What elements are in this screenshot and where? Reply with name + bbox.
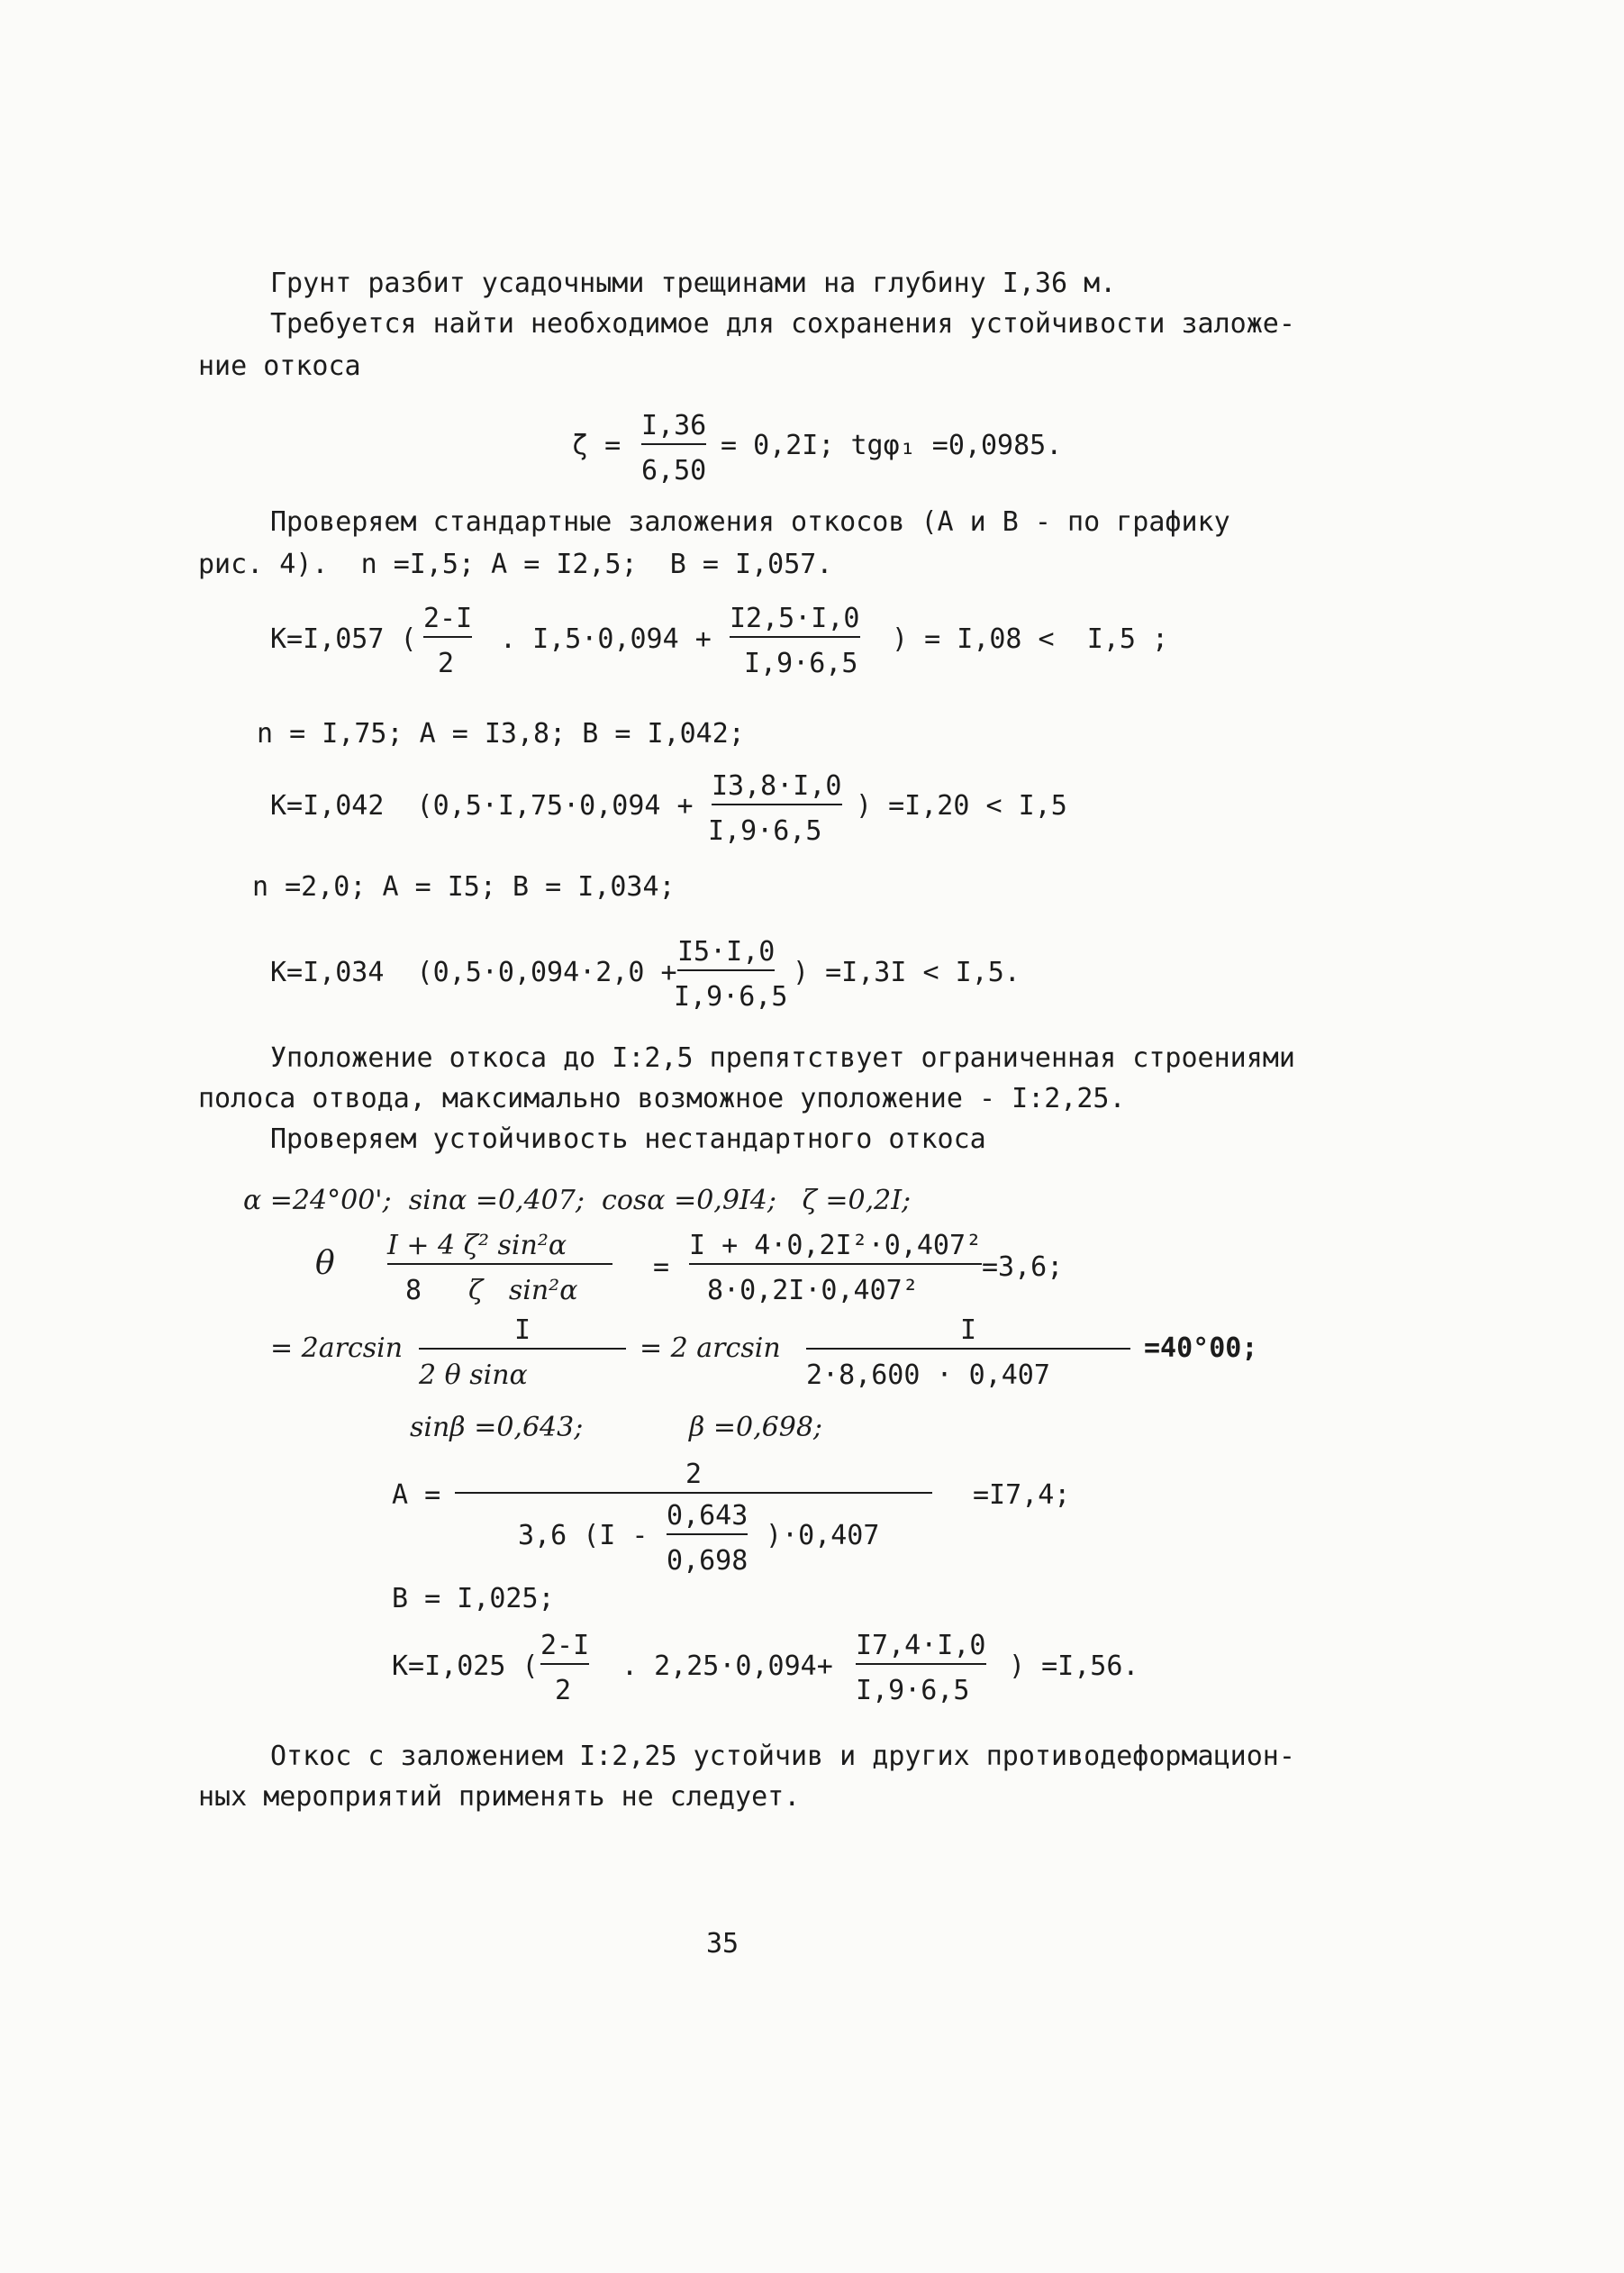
text-line: ние откоса	[198, 350, 361, 382]
theta-symbol: θ	[315, 1245, 335, 1282]
formula-text: ) =I,56.	[1009, 1650, 1139, 1682]
fraction-denominator: 2·8,600 · 0,407	[806, 1359, 1050, 1391]
fraction-denominator: 2	[555, 1675, 572, 1706]
fraction-denominator: )·0,407	[766, 1520, 880, 1551]
fraction-denominator: ζ sin²α	[468, 1275, 578, 1306]
text-line: n =2,0; А = I5; В = I,034;	[252, 871, 676, 903]
fraction-denominator: 8	[405, 1275, 422, 1306]
formula-k2: K=I,042 (0,5·I,75·0,094 +	[270, 790, 694, 822]
fraction-denominator: 8·0,2I·0,407²	[707, 1275, 919, 1306]
formula-text: =	[653, 1251, 670, 1283]
fraction-denominator: I,9·6,5	[674, 981, 788, 1013]
fraction-numerator: I2,5·I,0	[730, 605, 860, 638]
text-line: Проверяем устойчивость нестандартного откоса	[270, 1123, 986, 1155]
fraction-numerator: 0,643	[667, 1503, 748, 1535]
formula-text: sinβ =0,643;	[410, 1412, 584, 1443]
formula-text: ) =I,20 < I,5	[856, 790, 1067, 822]
formula-text: =I7,4;	[973, 1479, 1071, 1511]
fraction-numerator: I7,4·I,0	[856, 1632, 986, 1665]
formula-text: . 2,25·0,094+	[621, 1650, 833, 1682]
formula-text: ) = I,08 < I,5 ;	[892, 623, 1169, 655]
fraction-denominator: 2 θ sinα	[419, 1359, 528, 1391]
fraction-numerator: 2-I	[423, 605, 472, 638]
fraction-numerator: I	[806, 1317, 1130, 1350]
formula-text: =3,6;	[982, 1251, 1064, 1283]
fraction-denominator: 6,50	[641, 455, 707, 486]
formula-text: ) =I,3I < I,5.	[793, 957, 1021, 988]
formula-k3: K=I,034 (0,5·0,094·2,0 +	[270, 957, 677, 988]
text-line: В = I,025;	[392, 1583, 555, 1614]
fraction-numerator: 2	[455, 1461, 932, 1494]
fraction-denominator: I,9·6,5	[856, 1675, 970, 1706]
formula-text: = 2arcsin	[270, 1332, 404, 1364]
formula-text: A =	[392, 1479, 441, 1511]
fraction-numerator: I	[419, 1317, 626, 1350]
text-line: n = I,75; А = I3,8; В = I,042;	[257, 718, 745, 750]
text-line: полоса отвода, максимально возможное уположение - I:2,25.	[198, 1083, 1126, 1114]
text-line: Уположение откоса до I:2,5 препятствует ограниченная строениями	[270, 1042, 1295, 1074]
fraction-numerator: 2-I	[540, 1632, 589, 1665]
formula-text: β =0,698;	[689, 1412, 823, 1443]
formula-text: =40°00;	[1144, 1332, 1258, 1364]
formula-rhs: = 0,2I; tgφ₁ =0,0985.	[721, 430, 1063, 461]
text-line: Проверяем стандартные заложения откосов (А и В - по графику	[270, 506, 1230, 538]
fraction-numerator: I + 4 ζ² sin²α	[387, 1232, 612, 1265]
fraction-denominator: I,9·6,5	[744, 648, 858, 679]
fraction-numerator: I + 4·0,2I²·0,407²	[689, 1232, 982, 1265]
fraction-denominator: 0,698	[667, 1545, 748, 1577]
formula-text: = 2 arcsin	[640, 1332, 781, 1364]
fraction-numerator: I5·I,0	[677, 939, 775, 971]
fraction-numerator: I,36	[641, 413, 706, 445]
text-line: Требуется найти необходимое для сохранения устойчивости заложе-	[270, 308, 1295, 340]
fraction-denominator: 2	[438, 648, 455, 679]
fraction-denominator: 3,6 (I -	[518, 1520, 649, 1551]
fraction-denominator: I,9·6,5	[708, 815, 822, 847]
formula-k4: K=I,025 (	[392, 1650, 539, 1682]
page-number: 35	[706, 1928, 739, 1959]
text-line: рис. 4). n =I,5; А = I2,5; В = I,057.	[198, 549, 833, 580]
text-line: ных мероприятий применять не следует.	[198, 1781, 801, 1813]
text-line: Грунт разбит усадочными трещинами на глубину I,36 м.	[270, 268, 1117, 299]
text-line: Откос с заложением I:2,25 устойчив и других противодеформацион-	[270, 1741, 1295, 1772]
formula-params: α =24°00'; sinα =0,407; cosα =0,9I4; ζ =0,2I;	[243, 1185, 912, 1216]
formula-k1: K=I,057 (	[270, 623, 417, 655]
formula-lhs: ζ =	[572, 430, 621, 461]
fraction-numerator: I3,8·I,0	[712, 773, 842, 805]
formula-text: . I,5·0,094 +	[500, 623, 712, 655]
